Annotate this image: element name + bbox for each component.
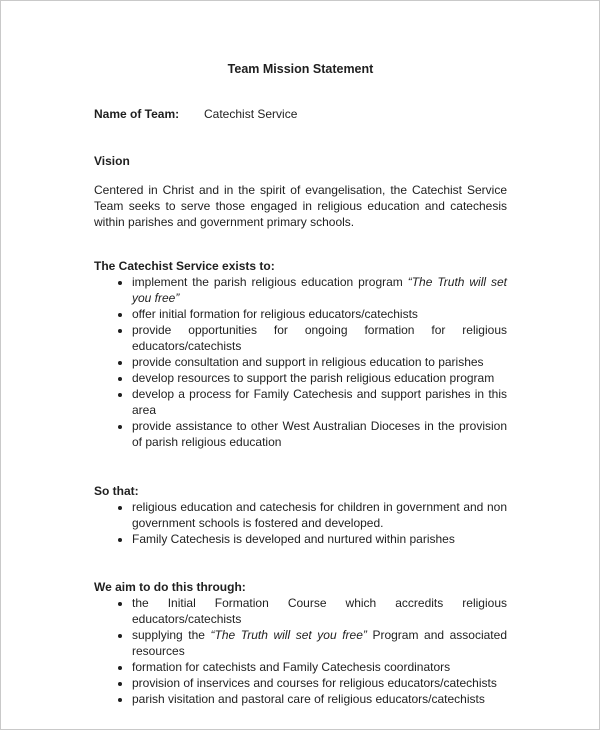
list-item-text: formation for catechists and Family Catechesis coordinators: [132, 660, 451, 674]
list-item-text: provide assistance to other West Australian Dioceses in the provision of parish religious education: [132, 419, 507, 449]
vision-paragraph: Centered in Christ and in the spirit of evangelisation, the Catechist Service Team seeks to serve those engaged in religious education and catechesis within parishes and government primary schools.: [94, 183, 507, 229]
list-item: [132, 499, 507, 531]
list-item: [132, 418, 507, 450]
list-item: [132, 322, 507, 354]
italic-quoted-phrase: “The Truth will set you free”: [132, 275, 507, 305]
team-name-row: [94, 106, 507, 122]
list-item-text: offer initial formation for religious educators/catechists: [132, 307, 418, 321]
list-item: [132, 531, 507, 547]
list-item: [132, 354, 507, 370]
document-title: Team Mission Statement: [227, 62, 374, 76]
list-item-text: supplying the: [132, 628, 211, 642]
list-item: [132, 675, 507, 691]
list-item-text: provide opportunities for ongoing formation for religious educators/catechists: [132, 323, 507, 353]
so-that-list: [94, 499, 507, 547]
list-item: [132, 274, 507, 306]
aim-list: [94, 595, 507, 707]
exists-to-list: [94, 274, 507, 450]
list-item: [132, 659, 507, 675]
team-name-value: Catechist Service: [204, 107, 298, 121]
list-item-text: develop a process for Family Catechesis and support parishes in this area: [132, 387, 507, 417]
team-name-label: Name of Team:: [94, 107, 180, 121]
section-heading-so-that: So that:: [94, 484, 139, 498]
section-heading-exists-to: The Catechist Service exists to:: [94, 259, 275, 273]
list-item: [132, 370, 507, 386]
section-heading-aim: We aim to do this through:: [94, 580, 246, 594]
list-item: [132, 386, 507, 418]
list-item: [132, 595, 507, 627]
italic-quoted-phrase: “The Truth will set you free”: [210, 628, 367, 642]
list-item-text: the Initial Formation Course which accredits religious educators/catechists: [132, 596, 507, 626]
section-heading-vision: Vision: [94, 154, 130, 168]
list-item-text: provision of inservices and courses for religious educators/catechists: [132, 676, 497, 690]
list-item-text: Program and associated resources: [132, 628, 507, 658]
list-item: [132, 306, 507, 322]
list-item-text: Family Catechesis is developed and nurtured within parishes: [132, 532, 455, 546]
list-item: [132, 691, 507, 707]
list-item-text: parish visitation and pastoral care of religious educators/catechists: [132, 692, 485, 706]
list-item-text: provide consultation and support in religious education to parishes: [132, 355, 484, 369]
list-item-text: religious education and catechesis for children in government and non government schools is fostered and developed.: [132, 500, 507, 530]
list-item: [132, 627, 507, 659]
list-item-text: implement the parish religious education program: [132, 275, 408, 289]
list-item-text: develop resources to support the parish religious education program: [132, 371, 495, 385]
